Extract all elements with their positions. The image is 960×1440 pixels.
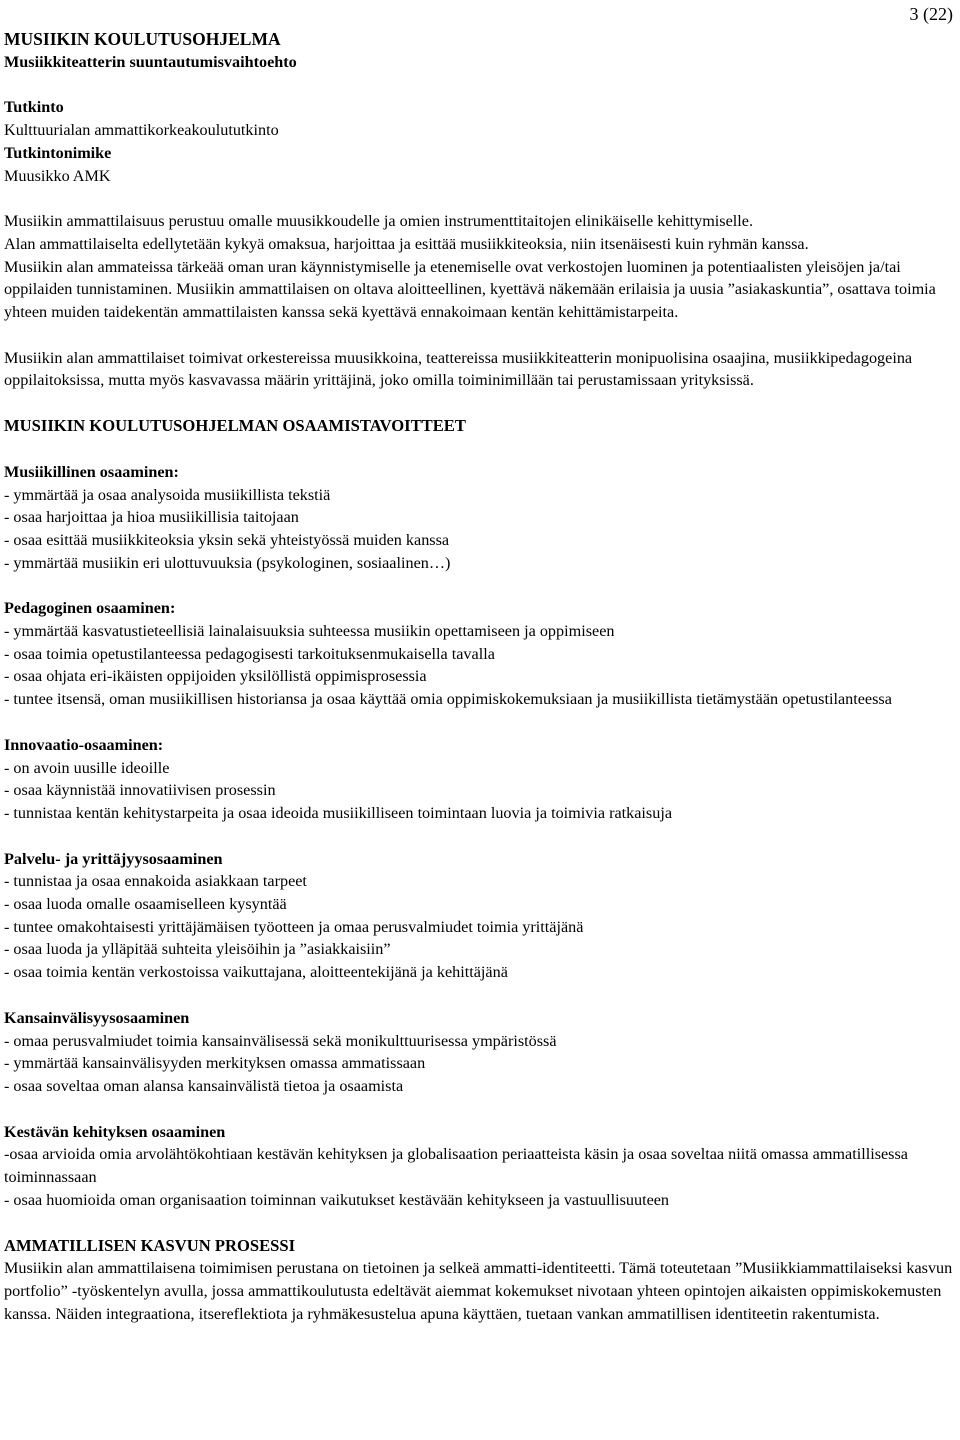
goal-list [4, 1143, 954, 1211]
goals-sections [4, 461, 954, 1212]
goal-list-item: - osaa toimia kentän verkostoissa vaikuttajana, aloitteentekijänä ja kehittäjänä [4, 963, 508, 982]
intro-paragraph-1: Musiikin ammattilaisuus perustuu omalle muusikkoudelle ja omien instrumenttitaitojen elinikäiselle kehittymiselle. [4, 212, 753, 231]
degree-title-value: Muusikko AMK [4, 166, 111, 185]
goal-list-item: - tunnistaa kentän kehitystarpeita ja osaa ideoida musiikilliseen toimintaan luovia ja toimivia ratkaisuja [4, 803, 673, 822]
goal-section-title: Kestävän kehityksen osaaminen [4, 1122, 226, 1141]
goal-list-item: - osaa soveltaa oman alansa kansainvälistä tietoa ja osaamista [4, 1077, 404, 1095]
goal-section-title: Palvelu- ja yrittäjyysosaaminen [4, 849, 223, 868]
degree-title-label: Tutkintonimike [4, 143, 112, 162]
intro-paragraph-4: Musiikin alan ammattilaiset toimivat orkestereissa muusikkoina, teattereissa musiikkiteatterin monipuolisina osaajina, musiikkipedagogeina oppilaitoksissa, mutta myös kasvavassa määrin yrittäjinä, joko omilla toiminimillään tai perustamissaan yrityksissä. [4, 348, 913, 390]
goal-list-item: - osaa esittää musiikkiteoksia yksin sekä yhteistyössä muiden kanssa [4, 530, 450, 549]
goal-section-title: Musiikillinen osaaminen: [4, 462, 179, 481]
degree-value: Kulttuurialan ammattikorkeakoulututkinto [4, 121, 279, 140]
degree-info [4, 96, 954, 187]
goal-section [4, 597, 954, 711]
goal-list-item: -osaa arvioida omia arvolähtökohtiaan kestävän kehityksen ja globalisaation periaatteista käsin ja osaa soveltaa niitä omassa ammatillisessa toiminnassaan [4, 1145, 908, 1187]
goal-list-item: - ymmärtää ja osaa analysoida musiikillista tekstiä [4, 485, 331, 504]
document-subtitle: Musiikkiteatterin suuntautumisvaihtoehto [4, 53, 297, 71]
goal-list-item: - omaa perusvalmiudet toimia kansainvälisessä sekä monikulttuurisessa ympäristössä [4, 1031, 557, 1050]
goal-list-item: - tuntee omakohtaisesti yrittäjämäisen työotteen ja omaa perusvalmiudet toimia yrittäjänä [4, 917, 584, 936]
intro-block [4, 210, 954, 324]
growth-paragraph: Musiikin alan ammattilaisena toimimisen perustana on tietoinen ja selkeä ammatti-identiteetti. Tämä toteutetaan ”Musiikkiammattilaiseksi kasvun portfolio” -työskentelyn avulla, jossa ammattikoulutusta edeltävät aiemmat kokemukset nivotaan yhteen opintojen aikaisten oppimiskokemusten kanssa. Näiden integraationa, itsereflektiota ja ryhmäkesustelua apuna käyttäen, tuetaan vankan ammatillisen identiteetin rakentumista. [4, 1259, 953, 1323]
goal-section-title: Pedagoginen osaaminen: [4, 599, 176, 618]
goal-list-item: - ymmärtää kansainvälisyyden merkityksen omassa ammatissaan [4, 1054, 426, 1073]
goal-section [4, 1121, 954, 1212]
goal-list-item: - osaa huomioida oman organisaation toiminnan vaikutukset kestävään kehitykseen ja vastuullisuuteen [4, 1190, 670, 1209]
goal-section [4, 461, 954, 575]
goal-list-item: - ymmärtää musiikin eri ulottuvuuksia (psykologinen, sosiaalinen…) [4, 553, 451, 572]
goal-list-item: - ymmärtää kasvatustieteellisiä lainalaisuuksia suhteessa musiikin opettamiseen ja oppimiseen [4, 622, 615, 641]
goal-section-title: Kansainvälisyysosaaminen [4, 1008, 190, 1027]
goal-list [4, 620, 954, 711]
goal-list-item: - on avoin uusille ideoille [4, 758, 170, 777]
goal-list-item: - tuntee itsensä, oman musiikillisen historiansa ja osaa käyttää omia oppimiskokemuksiaan ja musiikillista tietämystään opetustilanteessa [4, 690, 892, 709]
goal-list [4, 757, 954, 825]
goals-heading: MUSIIKIN KOULUTUSOHJELMAN OSAAMISTAVOITTEET [4, 416, 466, 436]
growth-heading: AMMATILLISEN KASVUN PROSESSI [4, 1235, 296, 1255]
goal-list-item: - osaa ohjata eri-ikäisten oppijoiden yksilöllistä oppimisprosessia [4, 667, 427, 686]
goal-section [4, 734, 954, 825]
goal-section [4, 1007, 954, 1098]
goal-list [4, 1030, 954, 1098]
goal-section-title: Innovaatio-osaaminen: [4, 735, 164, 754]
intro-paragraph-2: Alan ammattilaiselta edellytetään kykyä omaksua, harjoittaa ja esittää musiikkiteoksia, niin itsenäisesti kuin ryhmän kanssa. [4, 234, 809, 253]
intro-paragraph-3: Musiikin alan ammateissa tärkeää oman uran käynnistymiselle ja etenemiselle ovat verkostojen luominen ja potentiaalisten yleisöjen ja/tai oppilaiden tunnistaminen. Musiikin ammattilaisen on oltava aloitteellinen, kyettävä näkemään erilaisia ja uusia ”asiakaskuntia”, osattava toimia yhteen muiden taidekentän ammattilaisten kanssa sekä kyettävä ennakoimaan kentän kehittämistarpeita. [4, 257, 936, 322]
document-title: MUSIIKIN KOULUTUSOHJELMA [4, 29, 281, 49]
page-number: 3 (22) [909, 4, 953, 24]
goal-list-item: - osaa harjoittaa ja hioa musiikillisia taitojaan [4, 508, 299, 527]
goal-section [4, 848, 954, 984]
goal-list [4, 484, 954, 575]
intro-block-2 [4, 347, 954, 392]
goal-list-item: - osaa luoda omalle osaamiselleen kysyntää [4, 895, 287, 914]
goal-list-item: - osaa luoda ja ylläpitää suhteita yleisöihin ja ”asiakkaisiin” [4, 940, 391, 959]
goal-list-item: - osaa toimia opetustilanteessa pedagogisesti tarkoituksenmukaisella tavalla [4, 644, 495, 663]
degree-label: Tutkinto [4, 98, 64, 117]
goal-list-item: - tunnistaa ja osaa ennakoida asiakkaan tarpeet [4, 872, 307, 891]
goal-list [4, 870, 954, 984]
goal-list-item: - osaa käynnistää innovatiivisen prosessin [4, 781, 276, 800]
